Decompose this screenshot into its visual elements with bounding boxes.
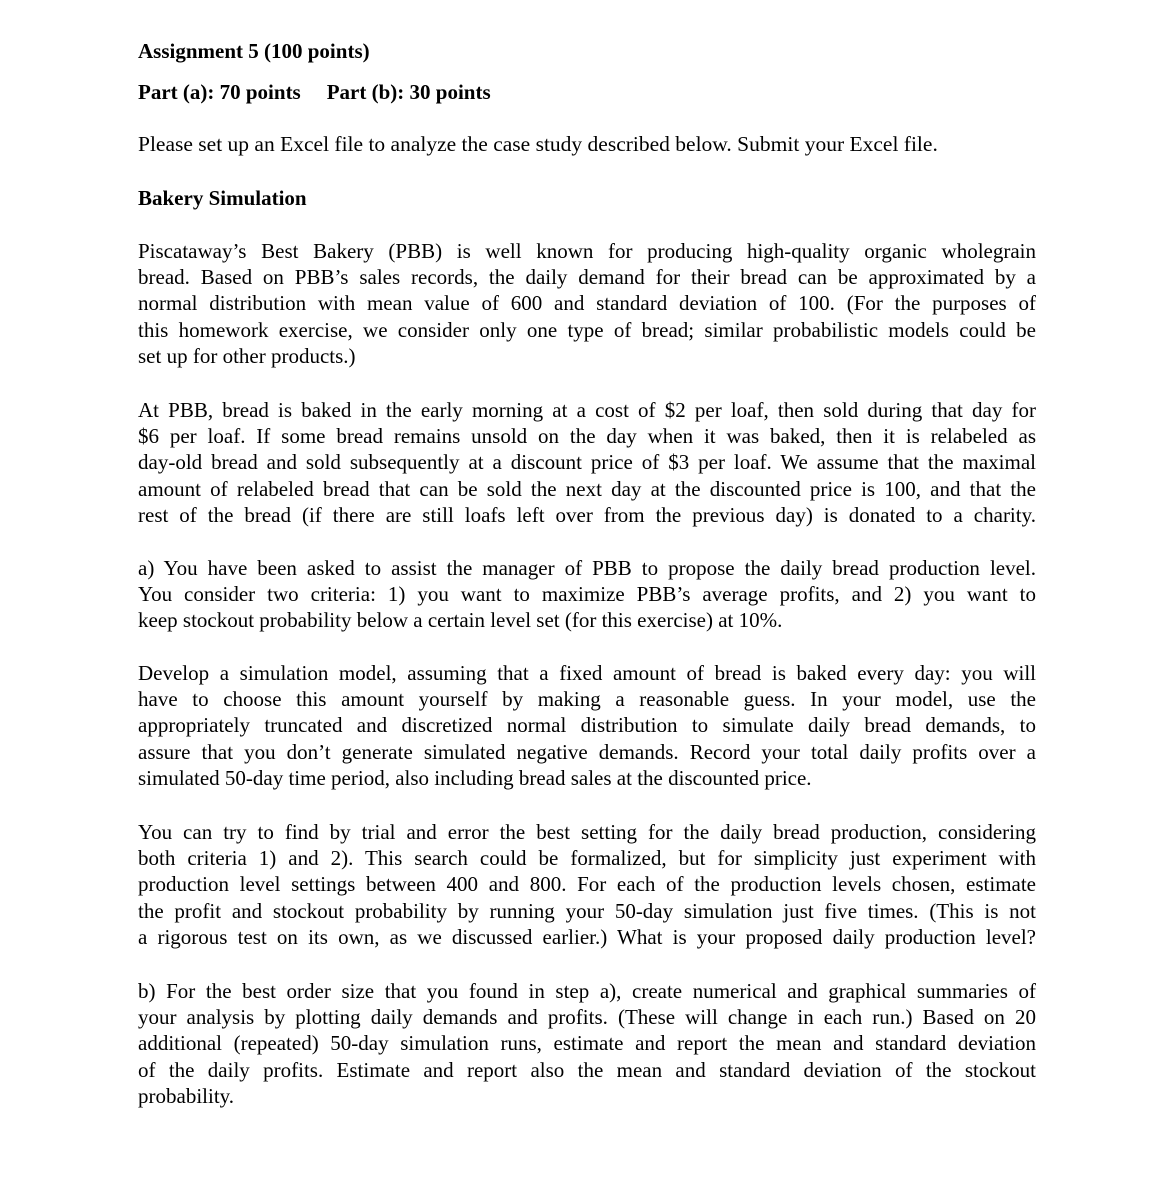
text-line: a rigorous test on its own, as we discussed earlier.) What is your proposed daily production level?	[138, 924, 1036, 949]
text-line: day-old bread and sold subsequently at a discount price of $3 per loaf. We assume that the maximal	[138, 450, 1036, 475]
paragraph-part-a	[138, 555, 1036, 634]
text-line: b) For the best order size that you found in step a), create numerical and graphical summaries of	[138, 979, 1036, 1003]
part-a-points: Part (a): 70 points	[138, 80, 301, 104]
text-line: additional (repeated) 50-day simulation runs, estimate and report the mean and standard deviation	[138, 1031, 1036, 1056]
text-line: a) You have been asked to assist the manager of PBB to propose the daily bread production level.	[138, 556, 1036, 580]
part-b-points: Part (b): 30 points	[326, 80, 491, 104]
text-line: set up for other products.)	[138, 343, 356, 368]
assignment-title: Assignment 5 (100 points)	[138, 39, 370, 63]
section-title: Bakery Simulation	[138, 186, 307, 210]
text-line: the profit and stockout probability by running your 50-day simulation just five times. (This is not	[138, 898, 1036, 923]
paragraph-intro	[138, 238, 1036, 369]
text-line: At PBB, bread is baked in the early morning at a cost of $2 per loaf, then sold during that day for	[138, 398, 1036, 422]
text-line: Piscataway’s Best Bakery (PBB) is well known for producing high-quality organic wholegrain	[138, 239, 1036, 263]
instruction-text: Please set up an Excel file to analyze the case study described below. Submit your Excel file.	[138, 132, 938, 156]
text-line: normal distribution with mean value of 600 and standard deviation of 100. (For the purposes of	[138, 291, 1036, 316]
text-line: this homework exercise, we consider only one type of bread; similar probabilistic models could be	[138, 317, 1036, 342]
points-breakdown	[138, 79, 491, 105]
text-line: of the daily profits. Estimate and report also the mean and standard deviation of the stockout	[138, 1057, 1036, 1082]
paragraph-pricing	[138, 397, 1036, 528]
text-line: have to choose this amount yourself by making a reasonable guess. In your model, use the	[138, 687, 1036, 712]
text-line: probability.	[138, 1083, 235, 1108]
text-line: simulated 50-day time period, also including bread sales at the discounted price.	[138, 765, 812, 790]
paragraph-trial-and-error	[138, 819, 1036, 950]
instruction-paragraph	[138, 131, 1036, 157]
text-line: appropriately truncated and discretized normal distribution to simulate daily bread demands, to	[138, 713, 1036, 738]
text-line: You consider two criteria: 1) you want to maximize PBB’s average profits, and 2) you want to	[138, 582, 1036, 607]
text-line: assure that you don’t generate simulated negative demands. Record your total daily profits over a	[138, 739, 1036, 764]
text-line: Develop a simulation model, assuming that a fixed amount of bread is baked every day: you will	[138, 661, 1036, 685]
text-line: You can try to find by trial and error the best setting for the daily bread production, considering	[138, 820, 1036, 844]
text-line: production level settings between 400 and 800. For each of the production levels chosen, estimate	[138, 872, 1036, 897]
text-line: both criteria 1) and 2). This search could be formalized, but for simplicity just experiment with	[138, 846, 1036, 871]
text-line: amount of relabeled bread that can be sold the next day at the discounted price is 100, and that the	[138, 476, 1036, 501]
text-line: $6 per loaf. If some bread remains unsold on the day when it was baked, then it is relabeled as	[138, 424, 1036, 449]
paragraph-part-b	[138, 978, 1036, 1109]
text-line: your analysis by plotting daily demands and profits. (These will change in each run.) Based on 20	[138, 1005, 1036, 1030]
text-line: rest of the bread (if there are still loafs left over from the previous day) is donated to a charity.	[138, 502, 1036, 527]
text-line: bread. Based on PBB’s sales records, the daily demand for their bread can be approximated by a	[138, 265, 1036, 290]
paragraph-simulation-model	[138, 660, 1036, 791]
text-line: keep stockout probability below a certain level set (for this exercise) at 10%.	[138, 608, 783, 633]
